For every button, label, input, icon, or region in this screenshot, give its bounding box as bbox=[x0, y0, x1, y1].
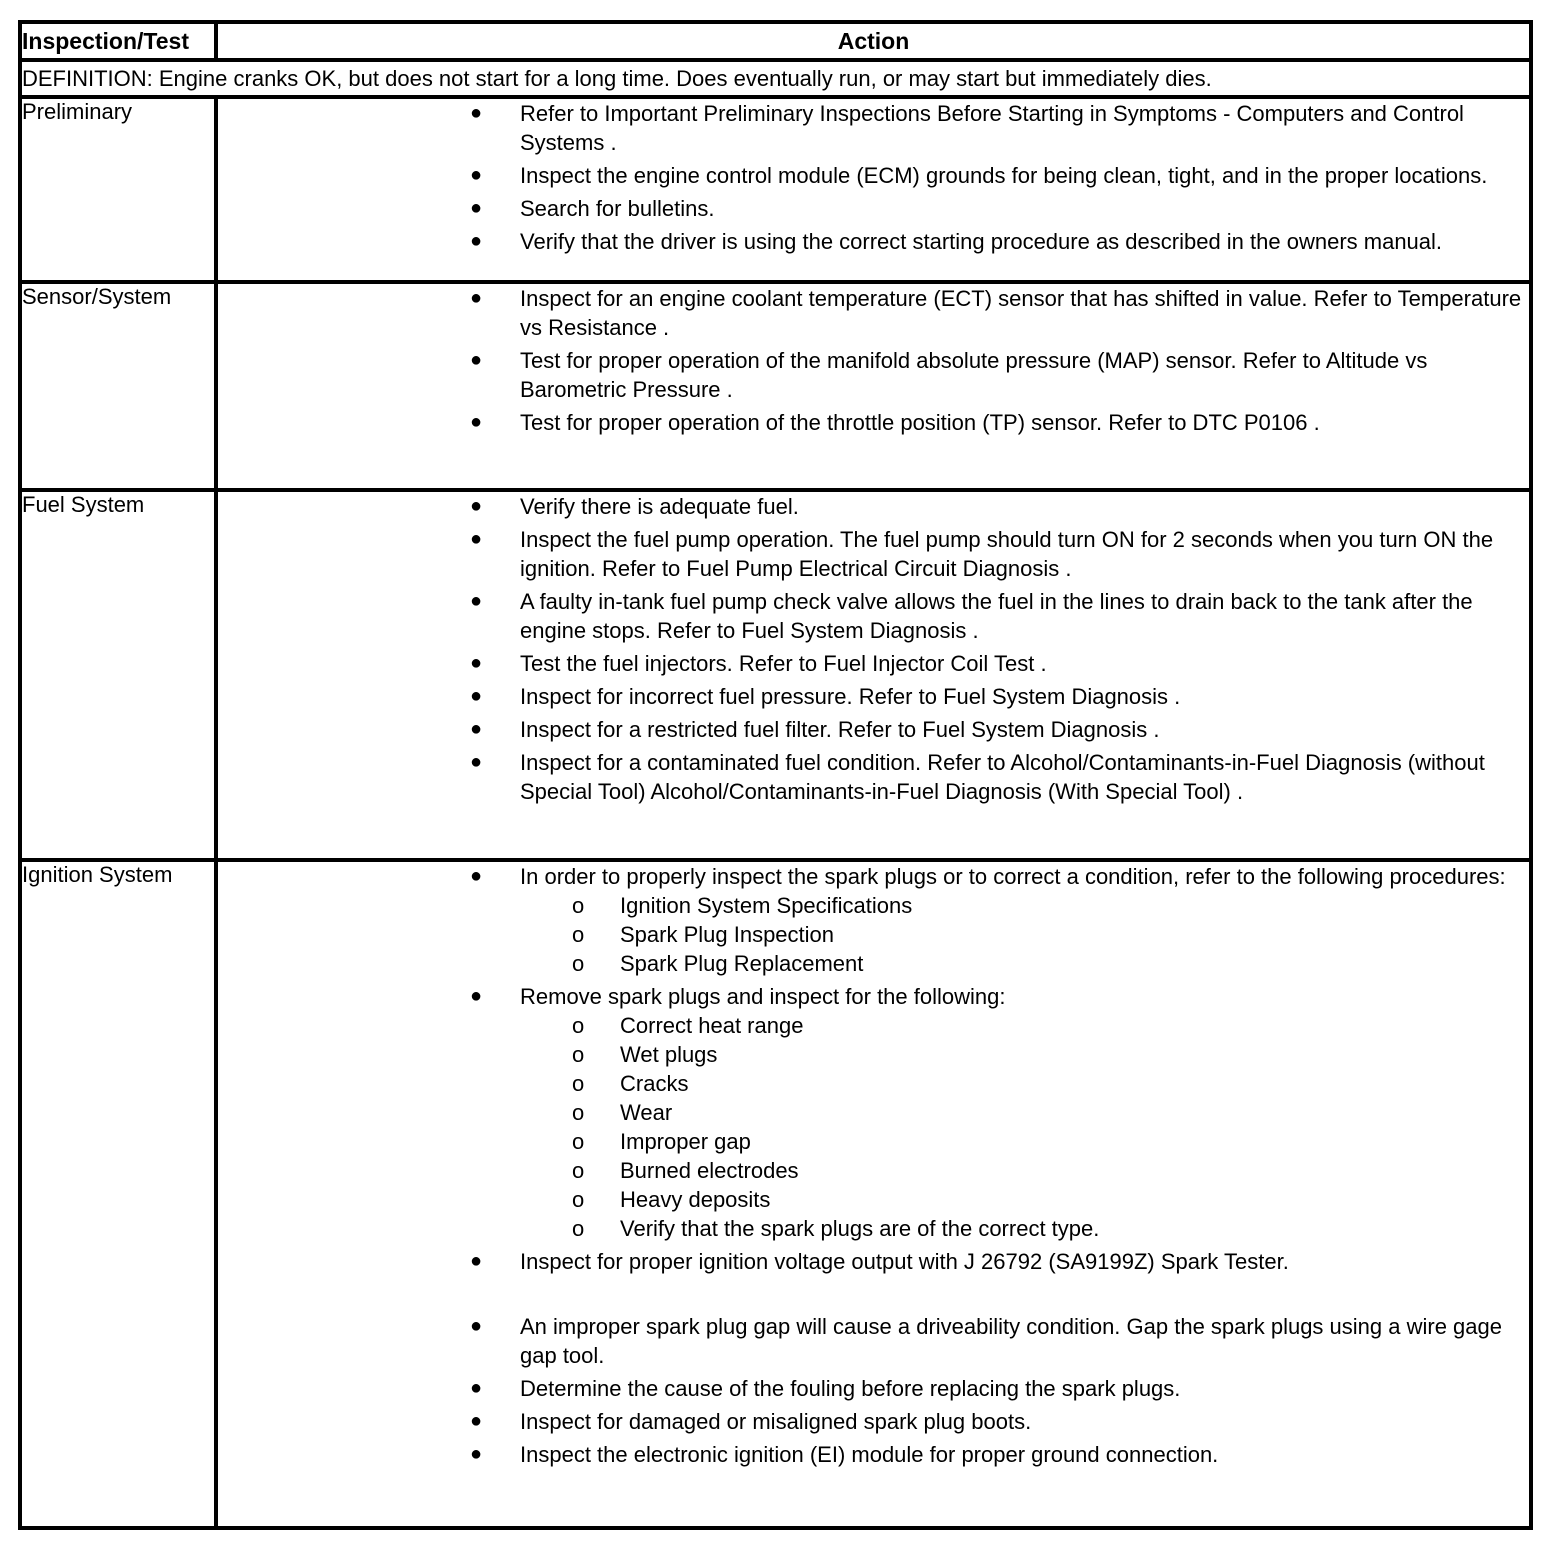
bullet-icon: ● bbox=[470, 590, 483, 612]
sub-list-item: o Heavy deposits bbox=[572, 1187, 771, 1212]
bullet-icon: ● bbox=[470, 718, 483, 740]
bullet-icon: ● bbox=[470, 1443, 483, 1465]
list-item: ● Inspect for an engine coolant temperature (ECT) sensor that has shifted in value. Refer to Temperature vs Resistance . bbox=[470, 286, 1522, 340]
sub-list-item: o Wear bbox=[572, 1100, 673, 1125]
list-item: ● Test for proper operation of the manifold absolute pressure (MAP) sensor. Refer to Altitude vs Barometric Pressure . bbox=[470, 348, 1428, 402]
bullet-icon: ● bbox=[470, 1377, 483, 1399]
list-item: ● A faulty in-tank fuel pump check valve allows the fuel in the lines to drain back to the tank after the engine stops. Refer to Fuel System Diagnosis . bbox=[470, 589, 1473, 643]
section-row-ignition-system bbox=[20, 860, 1531, 1528]
bullet-icon: ● bbox=[470, 349, 483, 371]
sub-list-item: o Spark Plug Replacement bbox=[572, 951, 864, 976]
section-label: Fuel System bbox=[20, 490, 216, 860]
inspect-for-sublist bbox=[520, 1011, 1529, 1243]
list-item: ● Inspect for a contaminated fuel condition. Refer to Alcohol/Contaminants-in-Fuel Diagnosis (without Special Tool) Alcohol/Contaminants-in-Fuel Diagnosis (With Special Tool) . bbox=[470, 750, 1485, 804]
bullet-icon: ● bbox=[470, 287, 483, 309]
sub-bullet-icon: o bbox=[572, 1071, 585, 1096]
procedures-sublist bbox=[520, 891, 1529, 978]
bullet-icon: ● bbox=[470, 164, 483, 186]
diagnostic-table bbox=[18, 20, 1533, 1530]
list-item: ● Inspect for a restricted fuel filter. Refer to Fuel System Diagnosis . bbox=[470, 717, 1160, 742]
list-item: ● Test the fuel injectors. Refer to Fuel Injector Coil Test . bbox=[470, 651, 1047, 676]
sub-bullet-icon: o bbox=[572, 951, 585, 976]
sub-list-item: o Spark Plug Inspection bbox=[572, 922, 835, 947]
section-label: Preliminary bbox=[20, 97, 216, 282]
list-item: ● Inspect for damaged or misaligned spark plug boots. bbox=[470, 1409, 1032, 1434]
list-item: ● Determine the cause of the fouling before replacing the spark plugs. bbox=[470, 1376, 1181, 1401]
sub-list-item: o Burned electrodes bbox=[572, 1158, 799, 1183]
section-actions bbox=[216, 97, 1531, 282]
section-row-sensor-system bbox=[20, 282, 1531, 490]
list-item: ● Inspect the electronic ignition (EI) module for proper ground connection. bbox=[470, 1442, 1219, 1467]
bullet-icon: ● bbox=[470, 751, 483, 773]
sub-list-item: o Correct heat range bbox=[572, 1013, 804, 1038]
sub-bullet-icon: o bbox=[572, 1100, 585, 1125]
section-label: Ignition System bbox=[20, 860, 216, 1528]
definition-row bbox=[20, 60, 1531, 97]
list-item: ● Inspect the fuel pump operation. The fuel pump should turn ON for 2 seconds when you turn ON the ignition. Refer to Fuel Pump Electrical Circuit Diagnosis . bbox=[470, 527, 1494, 581]
bullet-icon: ● bbox=[470, 1315, 483, 1337]
header-action: Action bbox=[216, 22, 1531, 60]
list-item: ● Verify that the driver is using the correct starting procedure as described in the owners manual. bbox=[470, 229, 1443, 254]
bullet-icon: ● bbox=[470, 985, 483, 1007]
section-actions bbox=[216, 282, 1531, 490]
sub-bullet-icon: o bbox=[572, 1013, 585, 1038]
bullet-icon: ● bbox=[470, 102, 483, 124]
bullet-icon: ● bbox=[470, 495, 483, 517]
sub-list-item: o Improper gap bbox=[572, 1129, 751, 1154]
list-item: ● Inspect for incorrect fuel pressure. Refer to Fuel System Diagnosis . bbox=[470, 684, 1181, 709]
header-row bbox=[20, 22, 1531, 60]
sub-bullet-icon: o bbox=[572, 893, 585, 918]
bullet-icon: ● bbox=[470, 197, 483, 219]
bullet-icon: ● bbox=[470, 652, 483, 674]
section-actions bbox=[216, 490, 1531, 860]
list-item: ● Refer to Important Preliminary Inspections Before Starting in Symptoms - Computers and Control Systems . bbox=[470, 101, 1464, 155]
bullet-icon: ● bbox=[470, 411, 483, 433]
list-item: ● Search for bulletins. bbox=[470, 196, 715, 221]
bullet-icon: ● bbox=[470, 1410, 483, 1432]
sub-bullet-icon: o bbox=[572, 1158, 585, 1183]
list-item: ● Inspect for proper ignition voltage output with J 26792 (SA9199Z) Spark Tester. bbox=[470, 1249, 1289, 1274]
list-item: ● Verify there is adequate fuel. bbox=[470, 494, 799, 519]
sub-list-item: o Verify that the spark plugs are of the correct type. bbox=[572, 1216, 1100, 1241]
sub-bullet-icon: o bbox=[572, 922, 585, 947]
bullet-icon: ● bbox=[470, 230, 483, 252]
section-row-fuel-system bbox=[20, 490, 1531, 860]
sub-bullet-icon: o bbox=[572, 1216, 585, 1241]
bullet-icon: ● bbox=[470, 865, 483, 887]
header-inspection-test: Inspection/Test bbox=[20, 22, 216, 60]
section-row-preliminary bbox=[20, 97, 1531, 282]
sub-bullet-icon: o bbox=[572, 1129, 585, 1154]
section-label: Sensor/System bbox=[20, 282, 216, 490]
list-item: ● Inspect the engine control module (ECM) grounds for being clean, tight, and in the proper locations. bbox=[470, 163, 1488, 188]
list-item: ● Test for proper operation of the throttle position (TP) sensor. Refer to DTC P0106 . bbox=[470, 410, 1320, 435]
sub-bullet-icon: o bbox=[572, 1042, 585, 1067]
section-actions bbox=[216, 860, 1531, 1528]
sub-list-item: o Ignition System Specifications bbox=[572, 893, 913, 918]
list-item: ● Remove spark plugs and inspect for the following: o Correct heat range o Wet plugs o Cracks o Wear o Improper gap o Burned electrodes o Heavy deposits o Verify that the spark plugs are of the correct type. bbox=[218, 982, 1529, 1243]
bullet-icon: ● bbox=[470, 528, 483, 550]
sub-bullet-icon: o bbox=[572, 1187, 585, 1212]
list-item: ● In order to properly inspect the spark plugs or to correct a condition, refer to the following procedures: o Ignition System Specifications o Spark Plug Inspection o Spark Plug Replacement bbox=[218, 862, 1529, 978]
bullet-icon: ● bbox=[470, 1250, 483, 1272]
sub-list-item: o Wet plugs bbox=[572, 1042, 718, 1067]
bullet-icon: ● bbox=[470, 685, 483, 707]
sub-list-item: o Cracks bbox=[572, 1071, 689, 1096]
list-item: ● An improper spark plug gap will cause a driveability condition. Gap the spark plugs using a wire gage gap tool. bbox=[470, 1314, 1502, 1368]
definition-text: DEFINITION: Engine cranks OK, but does not start for a long time. Does eventually run, or may start but immediately dies. bbox=[20, 60, 1531, 97]
